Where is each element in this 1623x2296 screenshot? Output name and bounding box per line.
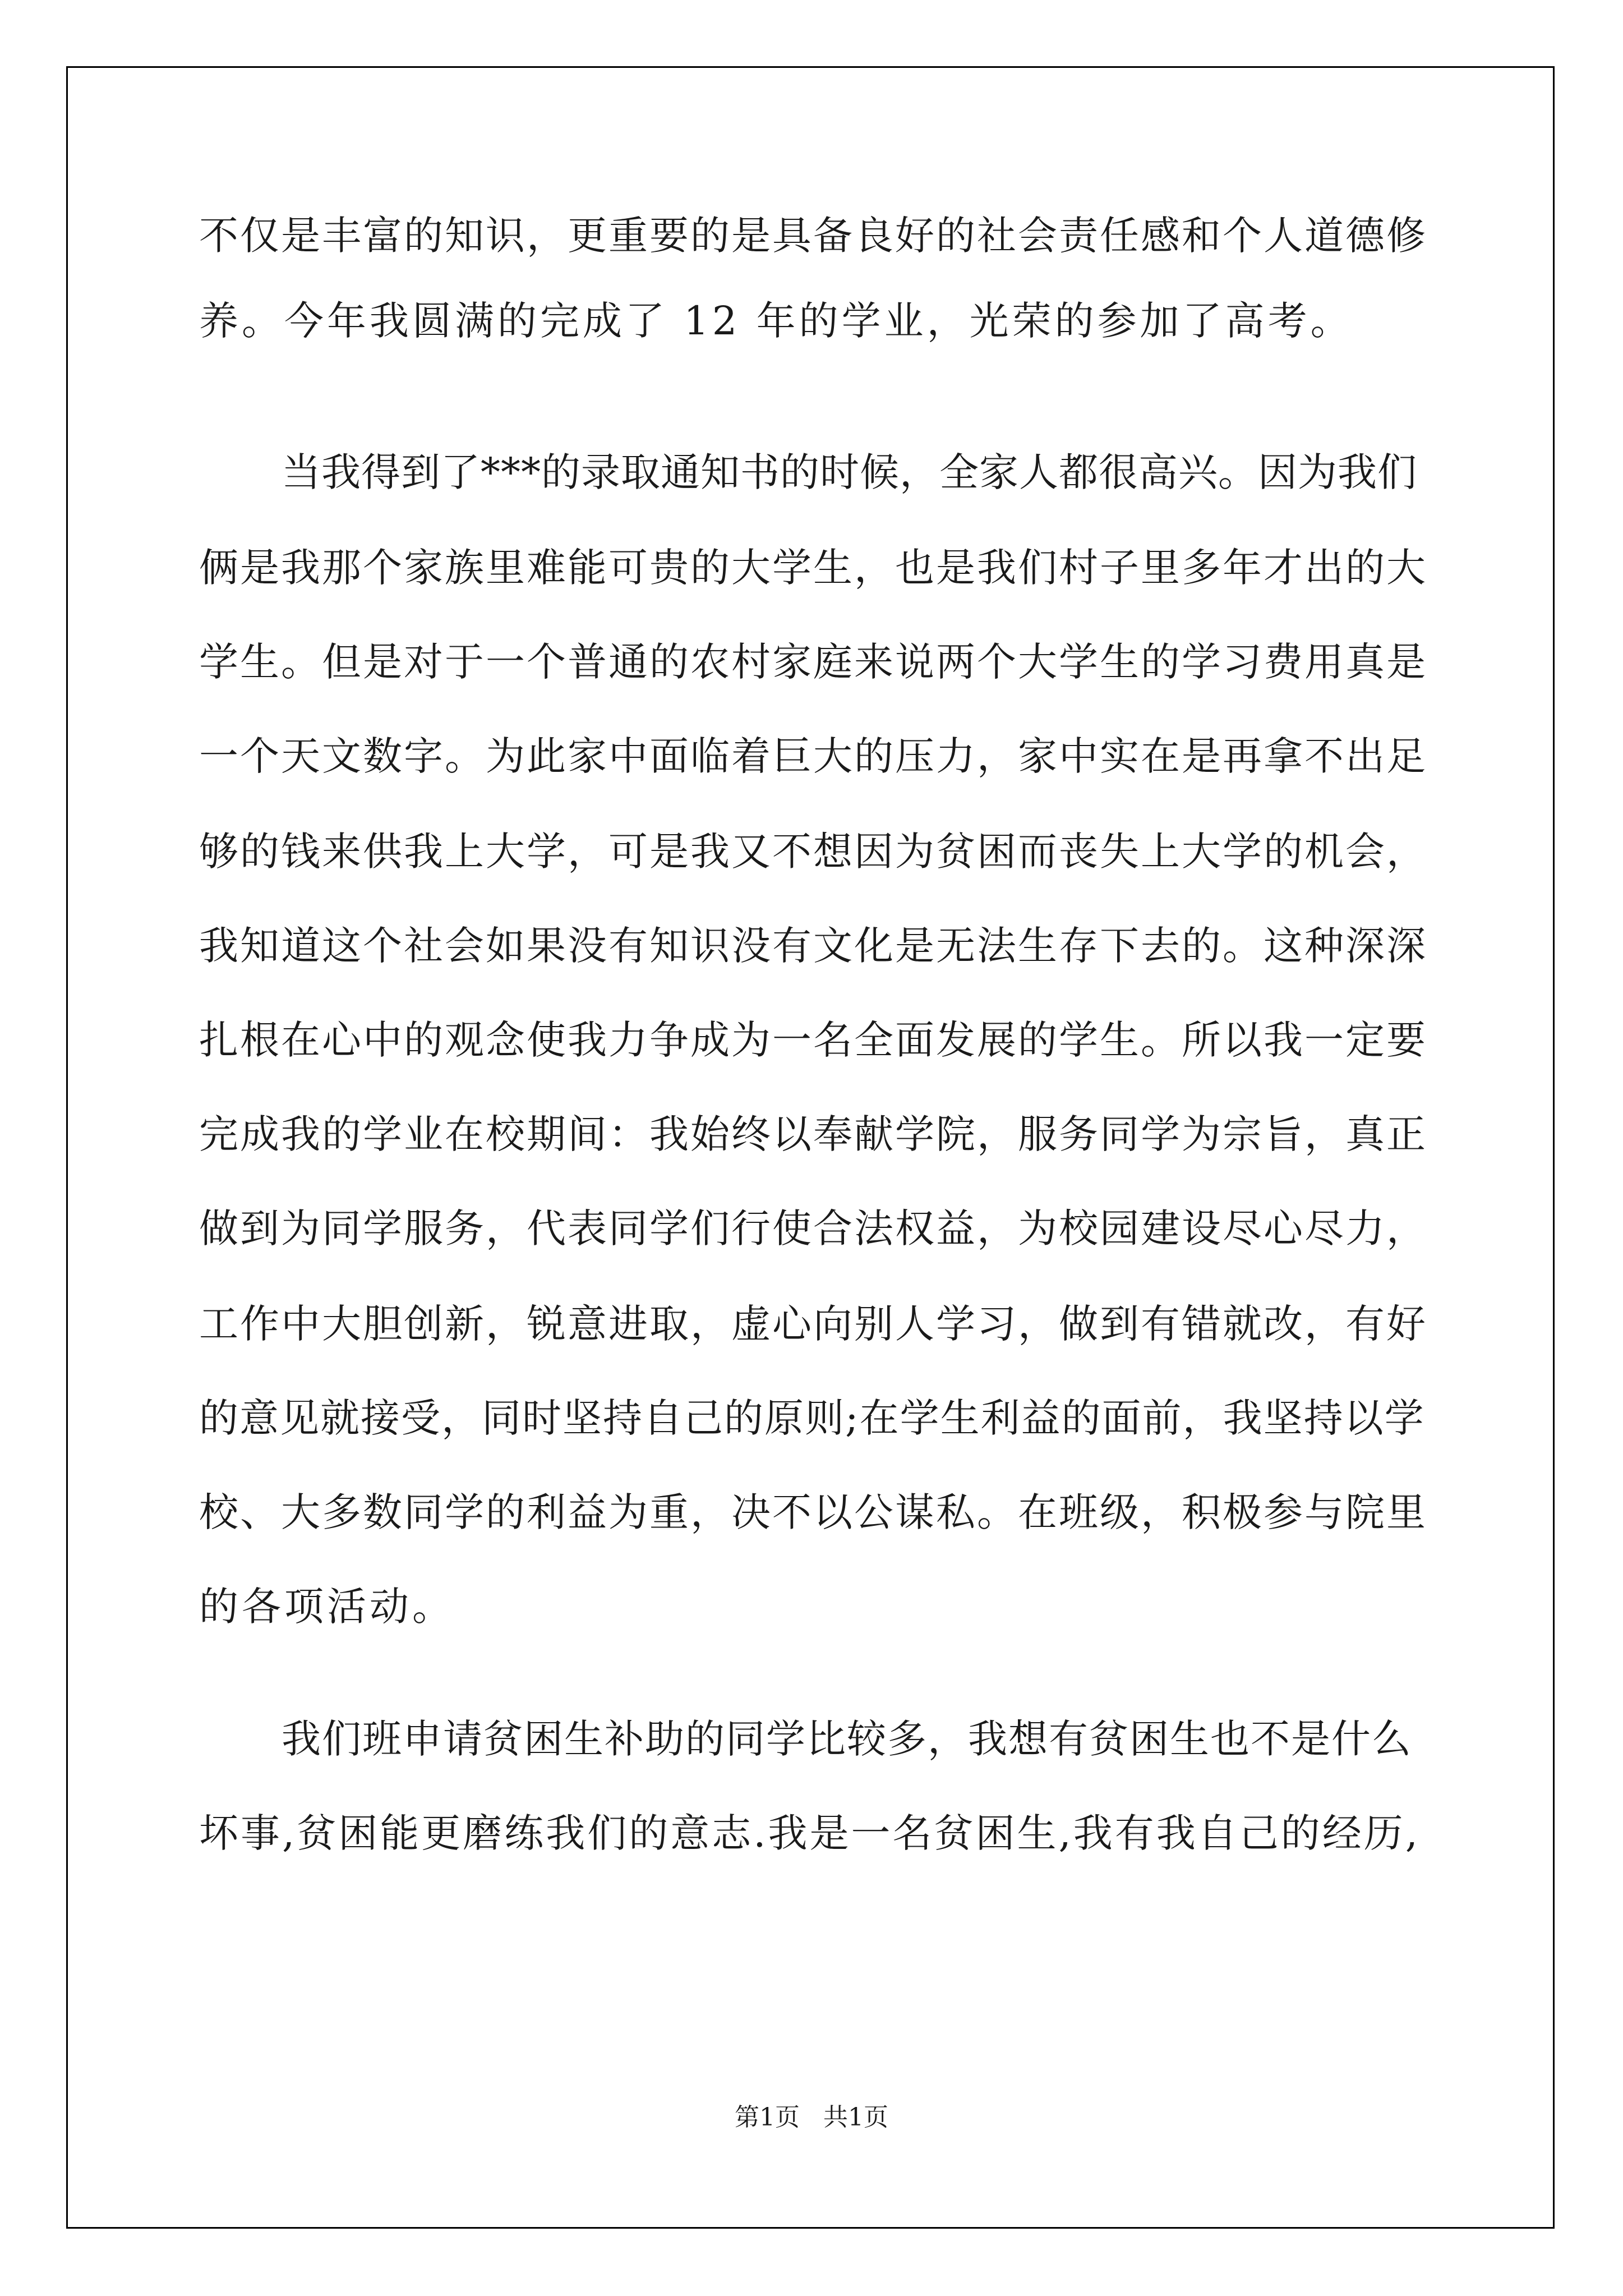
paragraph-line: 够的钱来供我上大学，可是我又不想因为贫困而丧失上大学的机会， [199,829,1427,875]
paragraph-line: 我知道这个社会如果没有知识没有文化是无法生存下去的。这种深深 [199,923,1427,969]
paragraph-line: 俩是我那个家族里难能可贵的大学生，也是我们村子里多年才出的大 [199,545,1427,591]
paragraph-line: 我们班申请贫困生补助的同学比较多，我想有贫困生也不是什么 [282,1716,1412,1762]
paragraph-line: 不仅是丰富的知识，更重要的是具备良好的社会责任感和个人道德修 [199,213,1427,259]
page-number-footer: 第1页 共1页 [735,2103,888,2132]
paragraph-line: 一个天文数字。为此家中面临着巨大的压力，家中实在是再拿不出足 [199,733,1427,779]
paragraph-line: 学生。但是对于一个普通的农村家庭来说两个大学生的学习费用真是 [199,639,1427,685]
paragraph-line: 当我得到了***的录取通知书的时候，全家人都很高兴。因为我们 [282,449,1417,495]
paragraph-line: 完成我的学业在校期间：我始终以奉献学院，服务同学为宗旨，真正 [199,1111,1427,1157]
paragraph-line: 做到为同学服务，代表同学们行使合法权益，为校园建设尽心尽力， [199,1205,1427,1251]
paragraph-line: 的各项活动。 [199,1584,455,1630]
paragraph-line: 工作中大胆创新，锐意进取，虚心向别人学习，做到有错就改，有好 [199,1301,1427,1347]
paragraph-line: 养。今年我圆满的完成了 12 年的学业，光荣的参加了高考。 [199,298,1353,344]
paragraph-line: 扎根在心中的观念使我力争成为一名全面发展的学生。所以我一定要 [199,1017,1427,1063]
paragraph-line: 校、大多数同学的利益为重，决不以公谋私。在班级，积极参与院里 [199,1489,1427,1535]
paragraph-line: 坏事,贫困能更磨练我们的意志.我是一名贫困生,我有我自己的经历, [199,1810,1421,1856]
paragraph-line: 的意见就接受，同时坚持自己的原则;在学生利益的面前，我坚持以学 [199,1395,1425,1441]
